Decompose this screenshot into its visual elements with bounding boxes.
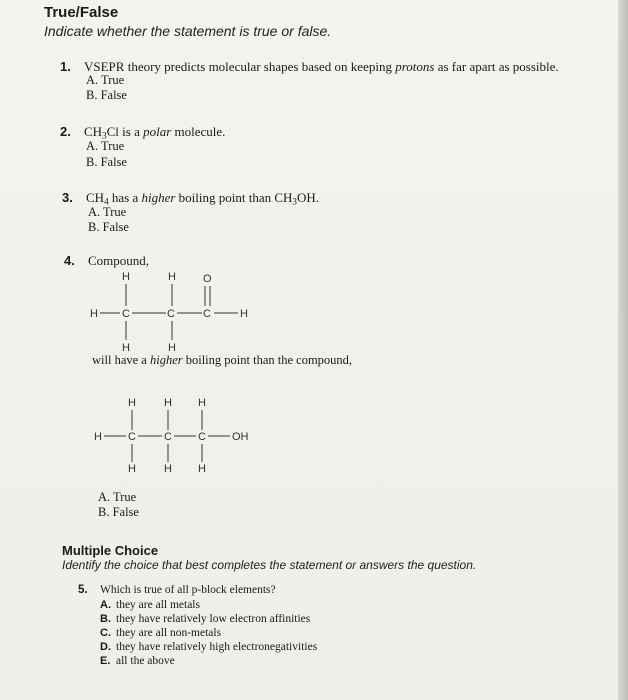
question-3-option-a[interactable]: A. True	[88, 205, 127, 219]
question-5-option-b[interactable]: B. they have relatively low electron affinities	[100, 613, 311, 625]
question-5-option-a[interactable]: A. they are all metals	[100, 599, 200, 611]
svg-text:H: H	[168, 342, 176, 354]
question-5-number: 5.	[78, 584, 88, 596]
svg-text:H: H	[128, 397, 136, 409]
section-instruction-true-false: Indicate whether the statement is true or false.	[44, 23, 332, 39]
svg-text:C: C	[198, 431, 206, 443]
structure-2-hydroxyl: OH	[232, 431, 249, 443]
svg-text:H: H	[198, 397, 206, 409]
structure-1-top-h	[122, 271, 176, 283]
question-4-option-b[interactable]: B. False	[98, 505, 139, 519]
question-3-text: $CH_4$ has a higher boiling point than $CH_3OH$.	[86, 190, 319, 207]
section-instruction-multiple-choice: Identify the choice that best completes the statement or answers the question.	[62, 558, 477, 572]
question-2-text: $CH_3Cl$ is a polar molecule.	[84, 124, 226, 141]
structure-1-oxygen: O	[203, 273, 212, 285]
structure-1-left-h: H	[90, 308, 98, 320]
svg-text:H: H	[164, 397, 172, 409]
question-5-option-e[interactable]: E. all the above	[100, 655, 175, 667]
question-5-text: Which is true of all p-block elements?	[100, 584, 276, 596]
question-2-number: 2.	[60, 124, 71, 139]
structure-1-right-h: H	[240, 308, 248, 320]
question-3-option-b[interactable]: B. False	[88, 220, 129, 234]
structural-formula-2	[84, 394, 284, 480]
section-title-true-false: True/False	[44, 4, 119, 21]
svg-text:C: C	[164, 431, 172, 443]
svg-text:C: C	[128, 431, 136, 443]
svg-text:C: C	[167, 308, 175, 320]
question-4-option-a[interactable]: A. True	[98, 490, 137, 504]
question-4-middle-text: will have a higher boiling point than the compound,	[92, 353, 353, 367]
svg-text:H: H	[122, 342, 130, 354]
question-4-intro: Compound,	[88, 253, 150, 268]
page-edge	[618, 0, 628, 700]
section-title-multiple-choice: Multiple Choice	[62, 543, 159, 558]
svg-text:H: H	[198, 463, 206, 475]
svg-text:H: H	[164, 463, 172, 475]
svg-text:C: C	[203, 308, 211, 320]
svg-text:H: H	[122, 271, 130, 283]
question-5-option-d[interactable]: D. they have relatively high electronegativities	[100, 641, 318, 653]
svg-text:H: H	[128, 463, 136, 475]
question-1-number: 1.	[60, 59, 71, 74]
question-1-option-a[interactable]: A. True	[86, 73, 125, 87]
question-1-text: VSEPR theory predicts molecular shapes based on keeping protons as far apart as possible.	[84, 59, 559, 74]
structure-2-left-h: H	[94, 431, 102, 443]
question-5-option-c[interactable]: C. they are all non-metals	[100, 627, 222, 639]
svg-text:H: H	[168, 271, 176, 283]
question-2-option-b[interactable]: B. False	[86, 155, 127, 169]
svg-text:C: C	[122, 308, 130, 320]
structural-formula-1	[80, 266, 280, 358]
question-2-option-a[interactable]: A. True	[86, 139, 125, 153]
question-1-option-b[interactable]: B. False	[86, 88, 127, 102]
question-4-number: 4.	[64, 253, 75, 268]
question-3-number: 3.	[62, 190, 73, 205]
